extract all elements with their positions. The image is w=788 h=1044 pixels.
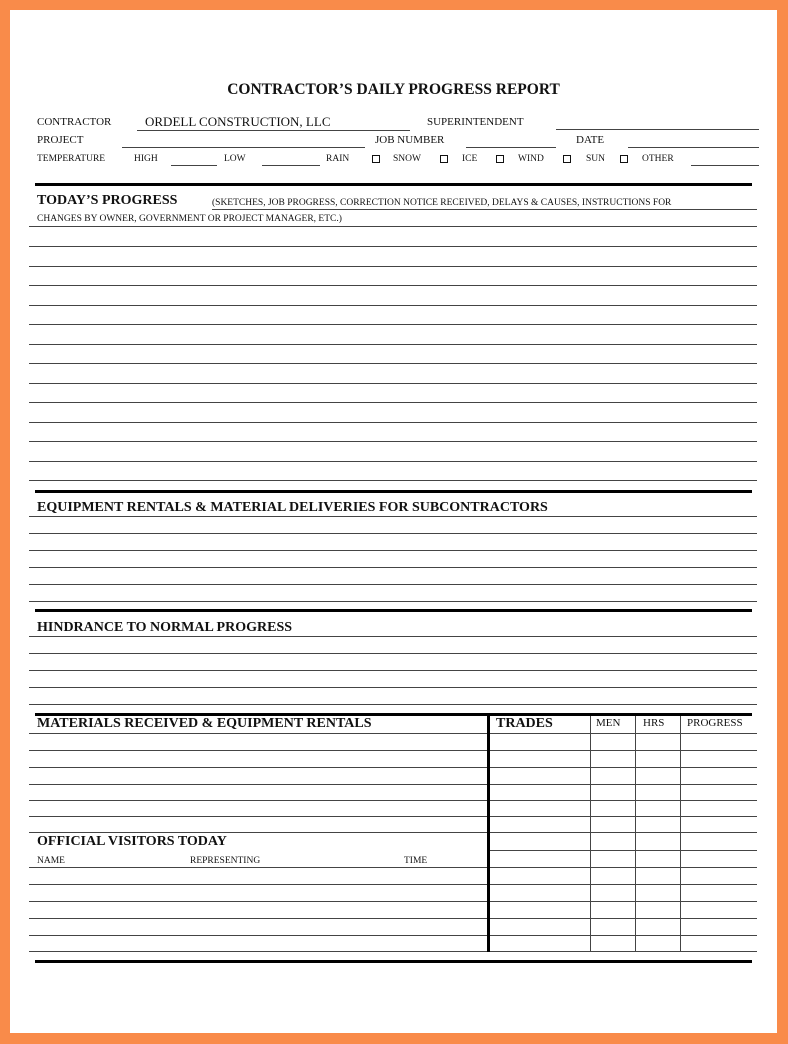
hindrance-write-line[interactable] — [29, 670, 757, 671]
project-label: PROJECT — [37, 134, 84, 146]
visitor-write-line[interactable] — [29, 867, 487, 868]
ice-checkbox[interactable] — [440, 155, 448, 163]
contractor-label: CONTRACTOR — [37, 116, 112, 128]
visitors-heading: OFFICIAL VISITORS TODAY — [37, 834, 227, 849]
section-divider — [35, 490, 752, 493]
hrs-label: HRS — [643, 717, 665, 729]
equipment-write-line[interactable] — [29, 584, 757, 585]
visitor-write-line[interactable] — [29, 935, 487, 936]
visitor-representing-label: REPRESENTING — [190, 856, 261, 866]
materials-write-line[interactable] — [29, 816, 487, 817]
trades-write-line[interactable] — [490, 935, 757, 936]
visitor-time-label: TIME — [404, 856, 428, 866]
rain-label: RAIN — [326, 154, 350, 164]
trades-write-line[interactable] — [490, 850, 757, 851]
materials-write-line[interactable] — [29, 750, 487, 751]
trades-divider — [487, 716, 490, 952]
materials-write-line[interactable] — [29, 784, 487, 785]
sun-checkbox[interactable] — [563, 155, 571, 163]
men-label: MEN — [596, 717, 621, 729]
page-title: CONTRACTOR’S DAILY PROGRESS REPORT — [227, 81, 560, 98]
low-label: LOW — [224, 154, 246, 164]
other-checkbox[interactable] — [620, 155, 628, 163]
hrs-column-line — [635, 716, 636, 952]
other-field[interactable] — [691, 165, 759, 166]
progress-write-line[interactable] — [29, 422, 757, 423]
trades-write-line[interactable] — [490, 867, 757, 868]
contractor-underline — [137, 130, 410, 131]
date-label: DATE — [576, 134, 605, 146]
trades-write-line[interactable] — [490, 901, 757, 902]
trades-write-line[interactable] — [490, 951, 757, 952]
progress-write-line[interactable] — [29, 344, 757, 345]
equipment-heading: EQUIPMENT RENTALS & MATERIAL DELIVERIES FOR SUBCONTRACTORS — [37, 500, 548, 515]
trades-write-line[interactable] — [490, 918, 757, 919]
men-column-line — [590, 716, 591, 952]
report-form — [10, 10, 777, 1033]
bottom-divider — [35, 960, 752, 963]
progress-write-line[interactable] — [29, 305, 757, 306]
snow-label: SNOW — [393, 154, 421, 164]
materials-write-line[interactable] — [29, 800, 487, 801]
trades-write-line[interactable] — [490, 884, 757, 885]
superintendent-label: SUPERINTENDENT — [427, 116, 524, 128]
materials-write-line[interactable] — [29, 733, 487, 734]
materials-heading: MATERIALS RECEIVED & EQUIPMENT RENTALS — [37, 716, 372, 731]
trades-write-line[interactable] — [490, 733, 757, 734]
trades-heading: TRADES — [496, 716, 553, 731]
materials-write-line[interactable] — [29, 767, 487, 768]
progress-write-line[interactable] — [29, 226, 757, 227]
visitor-write-line[interactable] — [29, 951, 487, 952]
hindrance-write-line[interactable] — [29, 687, 757, 688]
contractor-field[interactable]: ORDELL CONSTRUCTION, LLC — [145, 114, 331, 129]
low-field[interactable] — [262, 165, 320, 166]
job-number-field[interactable] — [466, 147, 556, 148]
progress-write-line[interactable] — [29, 402, 757, 403]
visitor-write-line[interactable] — [29, 918, 487, 919]
progress-heading: TODAY’S PROGRESS — [37, 193, 178, 208]
progress-write-line[interactable] — [29, 363, 757, 364]
snow-checkbox[interactable] — [372, 155, 380, 163]
progress-write-line[interactable] — [29, 441, 757, 442]
temperature-label: TEMPERATURE — [37, 154, 106, 164]
progress-col-label: PROGRESS — [687, 717, 743, 729]
section-divider — [35, 183, 752, 186]
progress-note-line1: (SKETCHES, JOB PROGRESS, CORRECTION NOTICE RECEIVED, DELAYS & CAUSES, INSTRUCTIONS FOR — [212, 198, 672, 208]
progress-note-underline — [212, 209, 757, 210]
progress-write-line[interactable] — [29, 246, 757, 247]
sun-label: SUN — [586, 154, 606, 164]
wind-label: WIND — [518, 154, 544, 164]
progress-write-line[interactable] — [29, 480, 757, 481]
hindrance-heading: HINDRANCE TO NORMAL PROGRESS — [37, 620, 293, 635]
high-field[interactable] — [171, 165, 217, 166]
hindrance-write-line[interactable] — [29, 704, 757, 705]
ice-label: ICE — [462, 154, 478, 164]
visitor-name-label: NAME — [37, 856, 65, 866]
equipment-write-line[interactable] — [29, 601, 757, 602]
trades-write-line[interactable] — [490, 784, 757, 785]
trades-write-line[interactable] — [490, 800, 757, 801]
materials-write-line[interactable] — [29, 832, 487, 833]
visitor-write-line[interactable] — [29, 901, 487, 902]
project-field[interactable] — [122, 147, 365, 148]
progress-write-line[interactable] — [29, 461, 757, 462]
trades-write-line[interactable] — [490, 767, 757, 768]
other-label: OTHER — [642, 154, 674, 164]
high-label: HIGH — [134, 154, 158, 164]
equipment-write-line[interactable] — [29, 533, 757, 534]
equipment-write-line[interactable] — [29, 516, 757, 517]
progress-write-line[interactable] — [29, 285, 757, 286]
progress-write-line[interactable] — [29, 266, 757, 267]
progress-write-line[interactable] — [29, 324, 757, 325]
section-divider — [35, 609, 752, 612]
equipment-write-line[interactable] — [29, 550, 757, 551]
progress-column-line — [680, 716, 681, 952]
visitor-write-line[interactable] — [29, 884, 487, 885]
progress-note-line2: CHANGES BY OWNER, GOVERNMENT OR PROJECT MANAGER, ETC.) — [37, 214, 342, 224]
progress-write-line[interactable] — [29, 383, 757, 384]
job-number-label: JOB NUMBER — [375, 134, 445, 146]
date-field[interactable] — [628, 147, 759, 148]
hindrance-write-line[interactable] — [29, 636, 757, 637]
wind-checkbox[interactable] — [496, 155, 504, 163]
equipment-write-line[interactable] — [29, 567, 757, 568]
trades-write-line[interactable] — [490, 750, 757, 751]
trades-write-line[interactable] — [490, 832, 757, 833]
hindrance-write-line[interactable] — [29, 653, 757, 654]
superintendent-field[interactable] — [556, 129, 759, 130]
trades-write-line[interactable] — [490, 816, 757, 817]
